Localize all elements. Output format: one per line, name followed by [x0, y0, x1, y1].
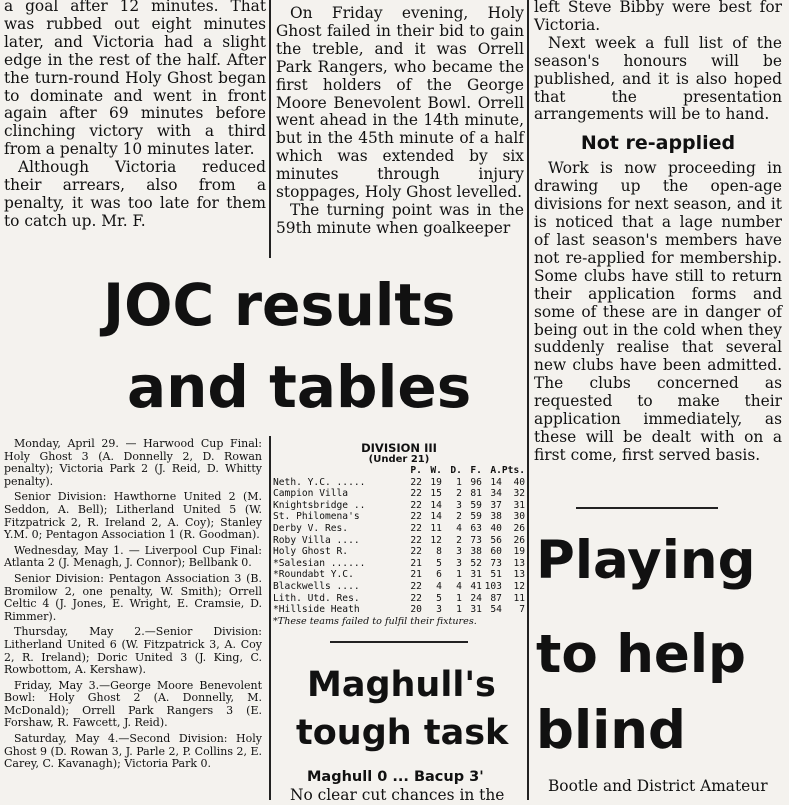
- stat-cell: 6: [436, 569, 442, 581]
- stat-cell: 59: [470, 499, 482, 511]
- stat-cell: 21: [410, 557, 422, 569]
- stat-cell: 5: [436, 592, 442, 604]
- article-col2-top: [276, 5, 524, 238]
- team-name-cell: Holy Ghost R.: [273, 546, 349, 558]
- stat-cell: 19: [513, 546, 525, 558]
- stat-cell: 19: [430, 476, 442, 488]
- stat-cell: 22: [410, 488, 422, 500]
- stat-cell: 14: [430, 511, 442, 523]
- stat-cell: 11: [513, 592, 525, 604]
- subhead-not-reapplied: Not re-applied: [580, 132, 736, 155]
- stat-cell: 87: [490, 592, 502, 604]
- headline-line-1: JOC results: [103, 271, 456, 339]
- stat-cell: 22: [410, 476, 422, 488]
- team-name-cell: St. Philomena's: [273, 511, 360, 523]
- stat-cell: 22: [410, 546, 422, 558]
- stat-cell: 73: [490, 557, 502, 569]
- maghull-headline-2: tough task: [296, 713, 509, 753]
- team-name-cell: Campion Villa: [273, 488, 349, 500]
- stat-cell: 5: [436, 557, 442, 569]
- stat-cell: 34: [490, 488, 502, 500]
- stat-cell: 51: [490, 569, 502, 581]
- stat-cell: 40: [513, 476, 525, 488]
- col-header: A.: [490, 465, 502, 476]
- stat-cell: 22: [410, 499, 422, 511]
- col-header: D.: [450, 465, 462, 476]
- stat-cell: 60: [490, 546, 502, 558]
- maghull-score: Maghull 0 ... Bacup 3': [307, 769, 484, 785]
- stat-cell: 32: [513, 488, 525, 500]
- stat-cell: 11: [430, 522, 442, 534]
- stat-cell: 37: [490, 499, 502, 511]
- stat-cell: 3: [456, 557, 462, 569]
- col-header: W.: [430, 465, 442, 476]
- stat-cell: 8: [436, 546, 442, 558]
- stat-cell: 56: [490, 534, 502, 546]
- article-paragraph: left Steve Bibby were best for Victoria.: [534, 0, 782, 34]
- article-paragraph: On Friday evening, Holy Ghost failed in their bid to gain the treble, and it was Orrell Park Rangers, who became the first holders of the George Moore Benevolent Bowl. Orrell went ahead in the 14th minute, but in the 45th minute of a half which was extended by six minutes through injury stoppages, Holy Ghost levelled.: [276, 4, 524, 202]
- stat-cell: 12: [430, 534, 442, 546]
- stat-cell: 1: [456, 569, 462, 581]
- stat-cell: 3: [456, 546, 462, 558]
- stat-cell: 26: [513, 534, 525, 546]
- division-table: [273, 442, 525, 627]
- stat-cell: 22: [410, 592, 422, 604]
- stat-cell: 3: [456, 499, 462, 511]
- table-title: DIVISION III: [361, 441, 437, 455]
- standings-table: [273, 465, 525, 616]
- team-name-cell: *Hillside Heath: [273, 604, 360, 616]
- table-row: [273, 558, 525, 570]
- stat-cell: 4: [456, 522, 462, 534]
- article-paragraph: The turning point was in the 59th minute when goalkeeper: [276, 200, 524, 237]
- stat-cell: 15: [430, 488, 442, 500]
- team-name-cell: Derby V. Res.: [273, 522, 349, 534]
- result-paragraph: Friday, May 3.—George Moore Benevolent Bowl: Holy Ghost 2 (A. Donnelly, M. McDonald); Orrell Park Rangers 3 (E. Forshaw, R. Fawcett, J. Reid).: [4, 678, 262, 730]
- article-paragraph: Next week a full list of the season's honours will be published, and it is also hoped that the presentation arrangements will be to hand.: [534, 33, 782, 124]
- table-row: [273, 535, 525, 547]
- table-row: [273, 488, 525, 500]
- blind-headline-2: to help: [536, 624, 746, 685]
- stat-cell: 2: [456, 534, 462, 546]
- results-list: [4, 438, 262, 774]
- article-paragraph: Although Victoria reduced their arrears, also from a penalty, it was too late for them to catch up. Mr. F.: [4, 158, 266, 230]
- blind-headline-1: Playing: [536, 530, 756, 591]
- stat-cell: 13: [513, 569, 525, 581]
- stat-cell: 63: [470, 522, 482, 534]
- team-name-cell: *Roundabt Y.C.: [273, 569, 354, 581]
- result-paragraph: Monday, April 29. — Harwood Cup Final: Holy Ghost 3 (A. Donnelly 2, D. Rowan penalty); Victoria Park 2 (J. Reid, D. Whitty penalty).: [4, 437, 262, 488]
- col-header: P.: [410, 465, 422, 476]
- stat-cell: 103: [484, 580, 502, 592]
- table-row: [273, 569, 525, 581]
- stat-cell: 14: [430, 499, 442, 511]
- stat-cell: 59: [470, 511, 482, 523]
- section-rule: [576, 507, 718, 509]
- stat-cell: 81: [470, 488, 482, 500]
- stat-cell: 41: [470, 580, 482, 592]
- stat-cell: 13: [513, 557, 525, 569]
- stat-cell: 38: [490, 511, 502, 523]
- stat-cell: 22: [410, 534, 422, 546]
- stat-cell: 54: [490, 604, 502, 616]
- stat-cell: 73: [470, 534, 482, 546]
- stat-cell: 7: [519, 604, 525, 616]
- col-header: F.: [470, 465, 482, 476]
- headline-line-2: and tables: [127, 353, 472, 421]
- column-rule-1: [269, 0, 271, 258]
- table-footnote: *These teams failed to fulfil their fixtures.: [273, 615, 477, 627]
- stat-cell: 52: [470, 557, 482, 569]
- column-rule-3: [269, 436, 271, 800]
- team-name-cell: Blackwells ....: [273, 580, 360, 592]
- table-row: [273, 581, 525, 593]
- result-paragraph: Senior Division: Hawthorne United 2 (M. Seddon, A. Bell); Litherland United 5 (W. Fitzpatrick 2, R. Ireland 2, A. Coy); Stanley Y.M. 0; Pentagon Association 1 (R. Goodman).: [4, 490, 262, 542]
- stat-cell: 20: [410, 604, 422, 616]
- stat-cell: 3: [436, 604, 442, 616]
- table-header-row: [273, 465, 525, 477]
- blind-body: [534, 778, 782, 796]
- stat-cell: 24: [470, 592, 482, 604]
- stat-cell: 22: [410, 511, 422, 523]
- team-name-cell: Knightsbridge ..: [273, 499, 366, 511]
- stat-cell: 40: [490, 522, 502, 534]
- article-paragraph: Bootle and District Amateur: [548, 777, 768, 795]
- table-row: [273, 546, 525, 558]
- stat-cell: 14: [490, 476, 502, 488]
- article-paragraph: Work is now proceeding in drawing up the open-age divisions for next season, and it is noticed that a lage number of last season's members have not re-applied for membership. Some clubs have still to return their application forms and some of these are in danger of being out in the cold when they suddenly realise that several new clubs have been admitted. The clubs concerned as requested to make their application immediately, as these will be dealt with on a first come, first served basis.: [534, 159, 782, 464]
- stat-cell: 22: [410, 522, 422, 534]
- article-paragraph: a goal after 12 minutes. That was rubbed out eight minutes later, and Victoria had a slight edge in the rest of the half. After the turn-round Holy Ghost began to dominate and went in front again after 69 minutes before clinching victory with a third from a penalty 10 minutes later.: [4, 0, 266, 159]
- result-paragraph: Saturday, May 4.—Second Division: Holy Ghost 9 (D. Rowan 3, J. Parle 2, P. Collins 2, E. Carey, C. Kavanagh); Victoria Park 0.: [4, 732, 263, 771]
- maghull-headline-1: Maghull's: [307, 665, 496, 705]
- col-header: Pts.: [501, 465, 525, 476]
- stat-cell: 1: [456, 476, 462, 488]
- article-paragraph: No clear cut chances in the: [290, 786, 505, 804]
- stat-cell: 4: [436, 580, 442, 592]
- team-name-cell: Lith. Utd. Res.: [273, 592, 360, 604]
- stat-cell: 1: [456, 604, 462, 616]
- stat-cell: 2: [456, 511, 462, 523]
- column-rule-2: [527, 0, 529, 800]
- table-subtitle: (Under 21): [368, 454, 430, 465]
- stat-cell: 30: [513, 511, 525, 523]
- stat-cell: 31: [513, 499, 525, 511]
- table-row: [273, 500, 525, 512]
- stat-cell: 38: [470, 546, 482, 558]
- stat-cell: 96: [470, 476, 482, 488]
- table-row: [273, 511, 525, 523]
- stat-cell: 26: [513, 522, 525, 534]
- result-paragraph: Thursday, May 2.—Senior Division: Litherland United 6 (W. Fitzpatrick 3, A. Coy 2, R. Ireland); Doric United 3 (J. King, C. Rowbottom, A. Kershaw).: [4, 625, 262, 677]
- stat-cell: 21: [410, 569, 422, 581]
- result-paragraph: Wednesday, May 1. — Liverpool Cup Final: Atlanta 2 (J. Menagh, J. Connor); Bellbank 0.: [4, 543, 262, 570]
- result-paragraph: Senior Division: Pentagon Association 3 (B. Bromilow 2, one penalty, W. Smith); Orrell Celtic 4 (J. Jones, E. Wright, E. Cramsie, D. Rimmer).: [4, 571, 262, 623]
- table-row: [273, 604, 525, 616]
- stat-cell: 31: [470, 604, 482, 616]
- team-name-cell: *Salesian ......: [273, 557, 366, 569]
- stat-cell: 31: [470, 569, 482, 581]
- table-row: [273, 477, 525, 489]
- stat-cell: 2: [456, 488, 462, 500]
- maghull-body: [276, 787, 524, 805]
- table-row: [273, 523, 525, 535]
- section-rule: [330, 641, 468, 643]
- stat-cell: 1: [456, 592, 462, 604]
- stat-cell: 12: [513, 580, 525, 592]
- article-col1-top: [4, 0, 266, 231]
- team-name-cell: Roby Villa ....: [273, 534, 360, 546]
- table-row: [273, 593, 525, 605]
- article-col3: [534, 0, 782, 465]
- team-name-cell: Neth. Y.C. .....: [273, 476, 366, 488]
- blind-headline-3: blind: [536, 700, 686, 761]
- stat-cell: 4: [456, 580, 462, 592]
- stat-cell: 22: [410, 580, 422, 592]
